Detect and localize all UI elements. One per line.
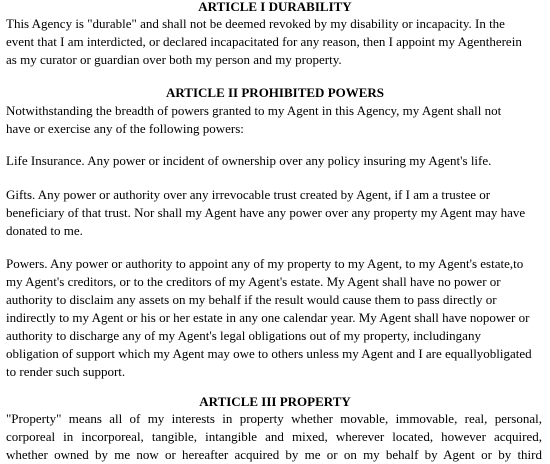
powers-clause-line: authority to disclaim any assets on my behalf if the result would cause them to pass directly or: [6, 292, 497, 307]
life-insurance-clause: Life Insurance. Any power or incident of ownership over any policy insuring my Agent's life.: [6, 153, 492, 168]
powers-clause-line: authority to discharge any of my Agent's legal obligations out of my property, includingany: [6, 328, 481, 343]
article-3-line: "Property" means all of my interests in property whether movable, immovable, real, personal,: [6, 411, 542, 426]
article-2-intro-line: Notwithstanding the breadth of powers granted to my Agent in this Agency, my Agent shall not: [6, 103, 502, 118]
powers-clause-line: indirectly to my Agent or his or her estate in any one calendar year. My Agent shall have nopower or: [6, 310, 530, 325]
article-3-heading: ARTICLE III PROPERTY: [199, 394, 351, 409]
powers-clause-line: obligation of support which my Agent may owe to others unless my Agent and I are equallyobligated: [6, 346, 532, 361]
article-3-line: whether owned by me now or hereafter acquired by me or on my behalf by Agent or by third: [6, 447, 542, 462]
article-1-heading: ARTICLE I DURABILITY: [198, 0, 352, 14]
article-3-line: corporeal in incorporeal, tangible, intangible and mixed, wherever located, however acquired,: [6, 429, 542, 444]
article-2-heading: ARTICLE II PROHIBITED POWERS: [165, 85, 385, 100]
article-1-line: as my curator or guardian over both my person and my property.: [6, 52, 342, 67]
powers-clause-line: to render such support.: [6, 364, 126, 379]
article-1-line: This Agency is "durable" and shall not be deemed revoked by my disability or incapacity. In the: [6, 16, 505, 31]
gifts-clause-line: donated to me.: [6, 223, 83, 238]
powers-clause-line: my Agent's creditors, or to the creditors of my Agent's estate. My Agent shall have no power or: [6, 274, 501, 289]
gifts-clause-line: beneficiary of that trust. Nor shall my Agent have any power over any property my Agent may have: [6, 205, 526, 220]
gifts-clause-line: Gifts. Any power or authority over any irrevocable trust created by Agent, if I am a trustee or: [6, 187, 491, 202]
article-1-line: event that I am interdicted, or declared incapacitated for any reason, then I appoint my Agentherein: [6, 34, 522, 49]
powers-clause-line: Powers. Any power or authority to appoint any of my property to my Agent, to my Agent's estate,to: [6, 256, 524, 271]
article-2-intro-line: have or exercise any of the following powers:: [6, 121, 244, 136]
